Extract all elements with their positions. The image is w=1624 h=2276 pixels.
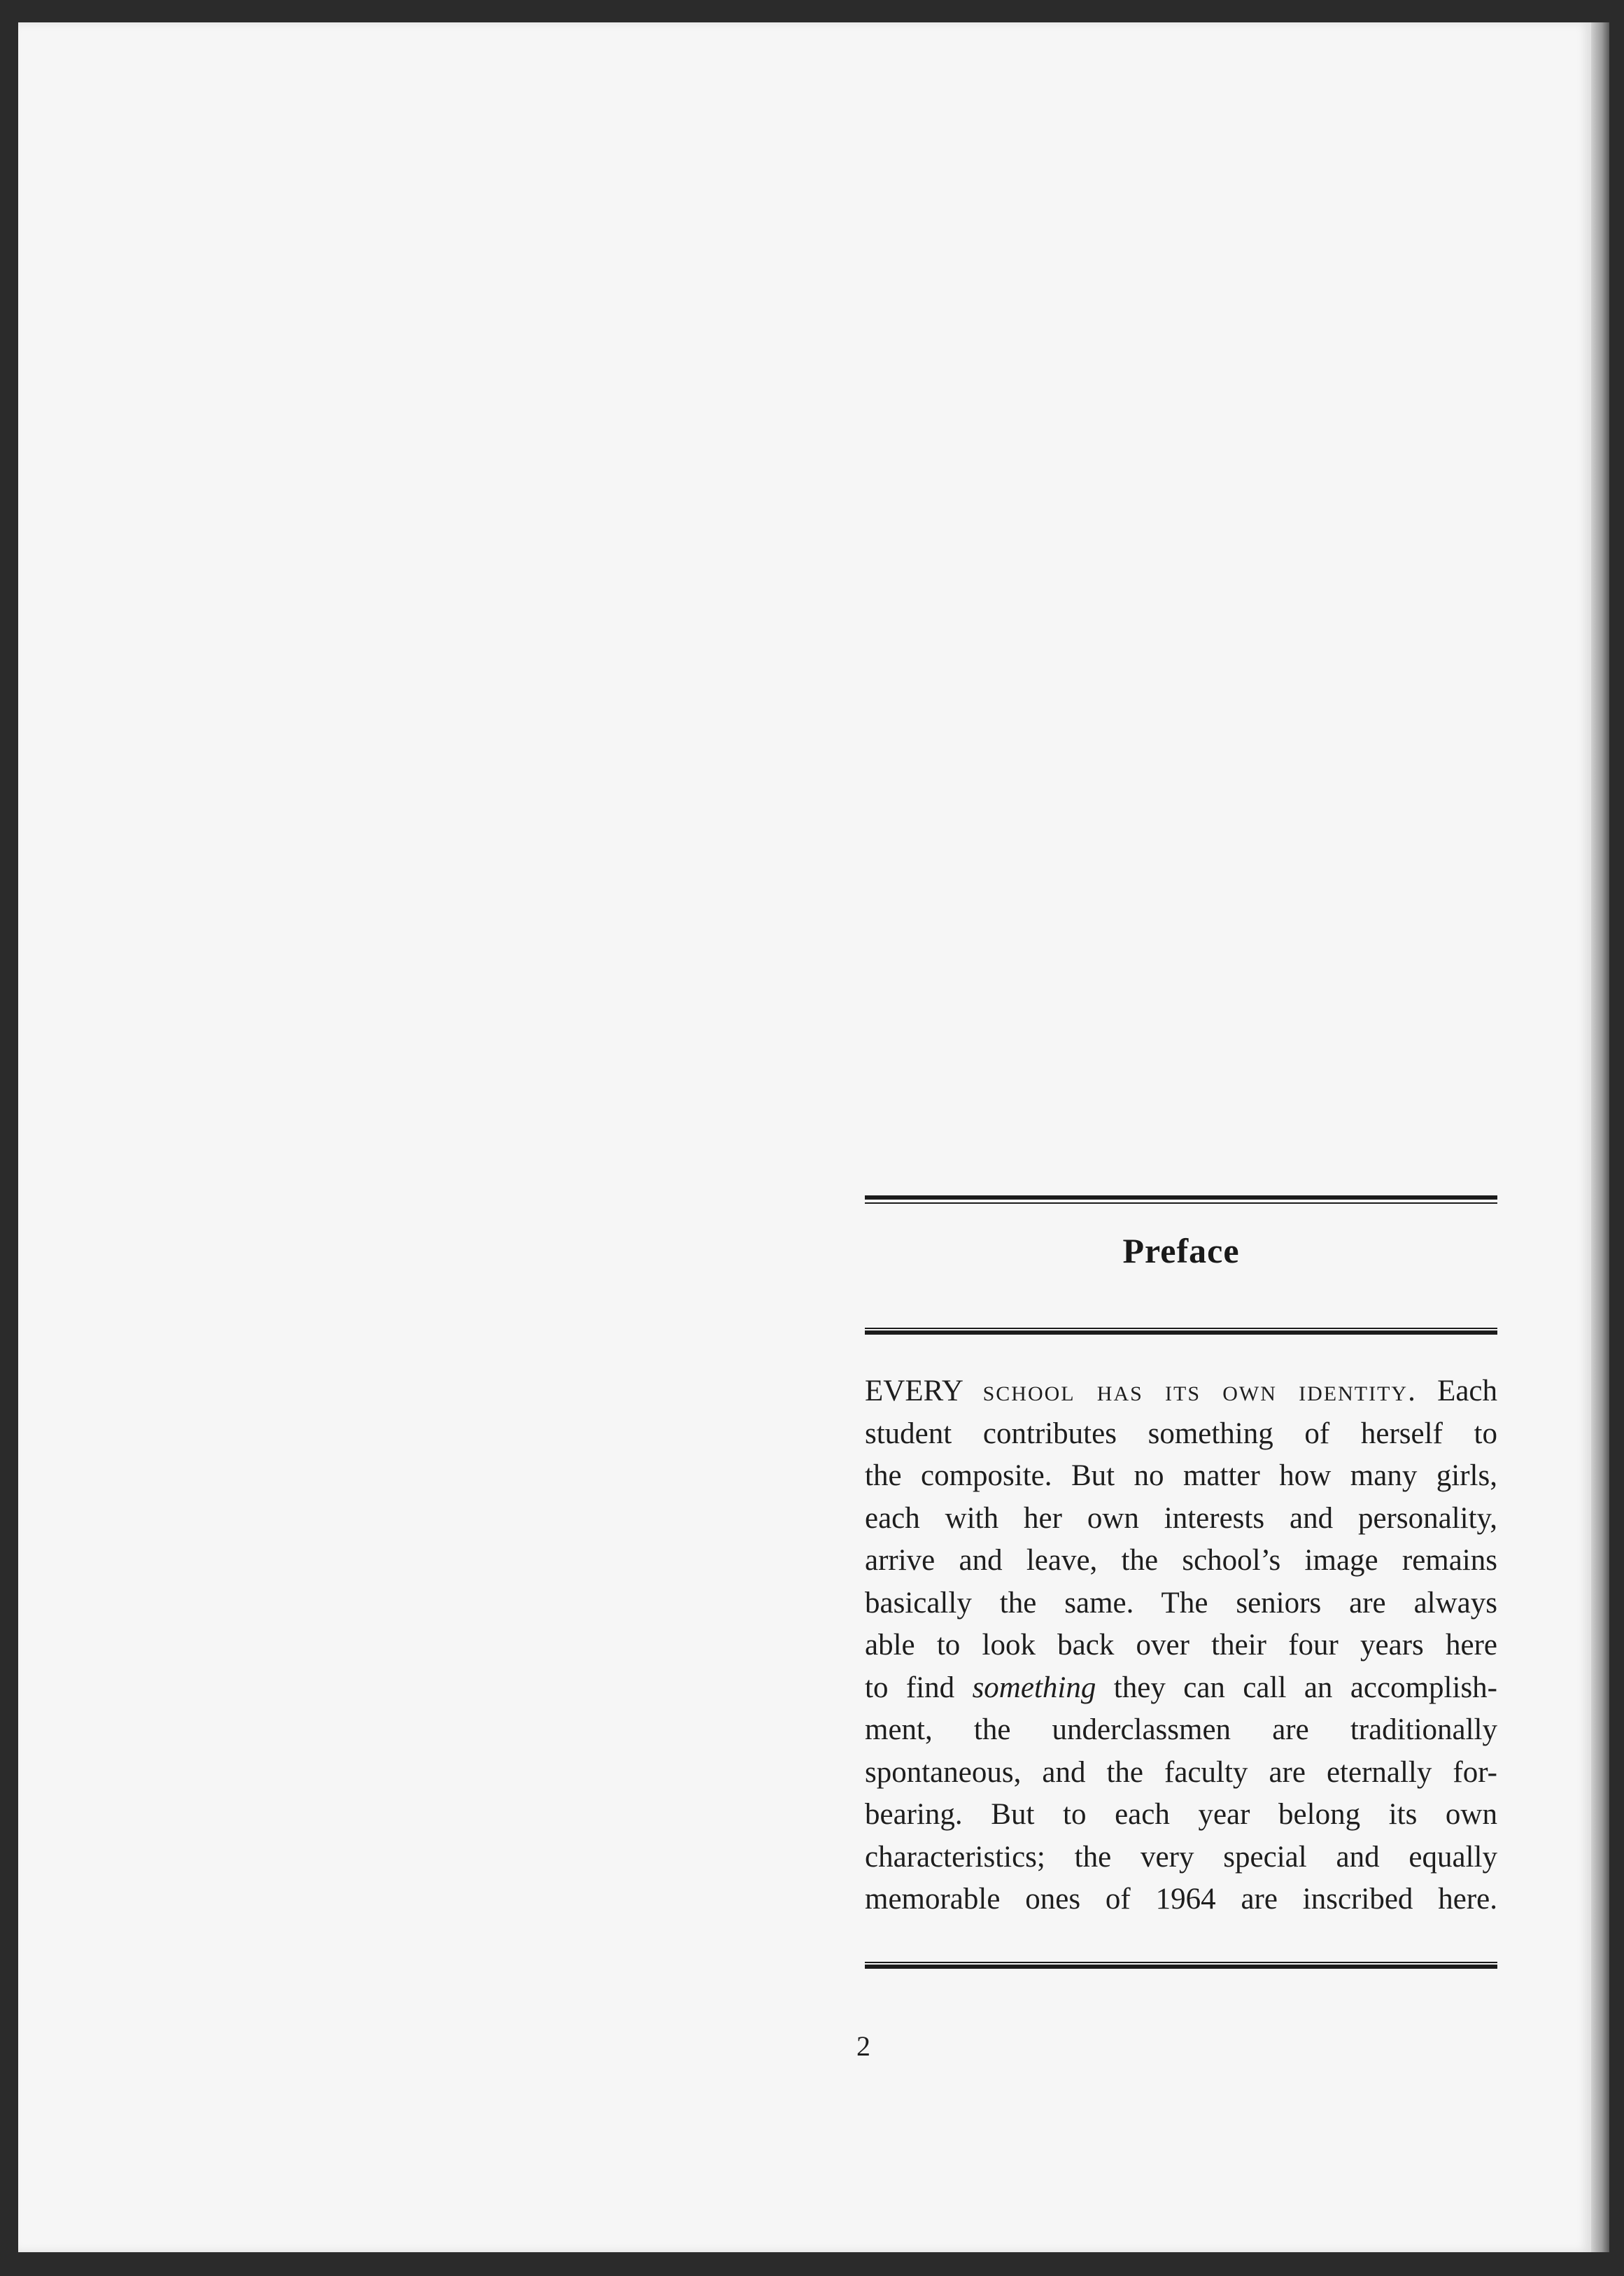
- italic-word: something: [972, 1671, 1096, 1704]
- preface-line-2: student contributes something of herself to: [865, 1417, 1497, 1450]
- preface-line-13: memorable ones of 1964 are inscribed here.: [865, 1883, 1497, 1916]
- preface-line-10: spontaneous, and the faculty are eternally for-: [865, 1755, 1497, 1789]
- preface-title: Preface: [1122, 1231, 1240, 1270]
- preface-line-7: able to look back over their four years here: [865, 1629, 1497, 1662]
- lead-smallcaps: school has its own identity.: [982, 1375, 1417, 1407]
- page-edge: [1591, 22, 1609, 2252]
- preface-body: [865, 1370, 1497, 1921]
- lead-word: EVERY: [865, 1375, 963, 1407]
- preface-line-4: each with her own interests and personality,: [865, 1501, 1497, 1535]
- preface-line-3: the composite. But no matter how many girls,: [865, 1459, 1497, 1492]
- preface-line-6: basically the same. The seniors are always: [865, 1586, 1497, 1620]
- preface-line-5: arrive and leave, the school’s image remains: [865, 1544, 1497, 1577]
- page-number: 2: [856, 2030, 870, 2062]
- preface-line-12: characteristics; the very special and equally: [865, 1840, 1497, 1874]
- middle-double-rule: [865, 1328, 1497, 1337]
- preface-line-1: EVERY school has its own identity. Each: [865, 1375, 1497, 1407]
- top-double-rule: [865, 1195, 1497, 1205]
- preface-line-11: bearing. But to each year belong its own: [865, 1798, 1497, 1831]
- preface-line-8: to find something they can call an accomplish-: [865, 1671, 1497, 1704]
- preface-line-9: ment, the underclassmen are traditionally: [865, 1713, 1497, 1746]
- bottom-double-rule: [865, 1962, 1497, 1972]
